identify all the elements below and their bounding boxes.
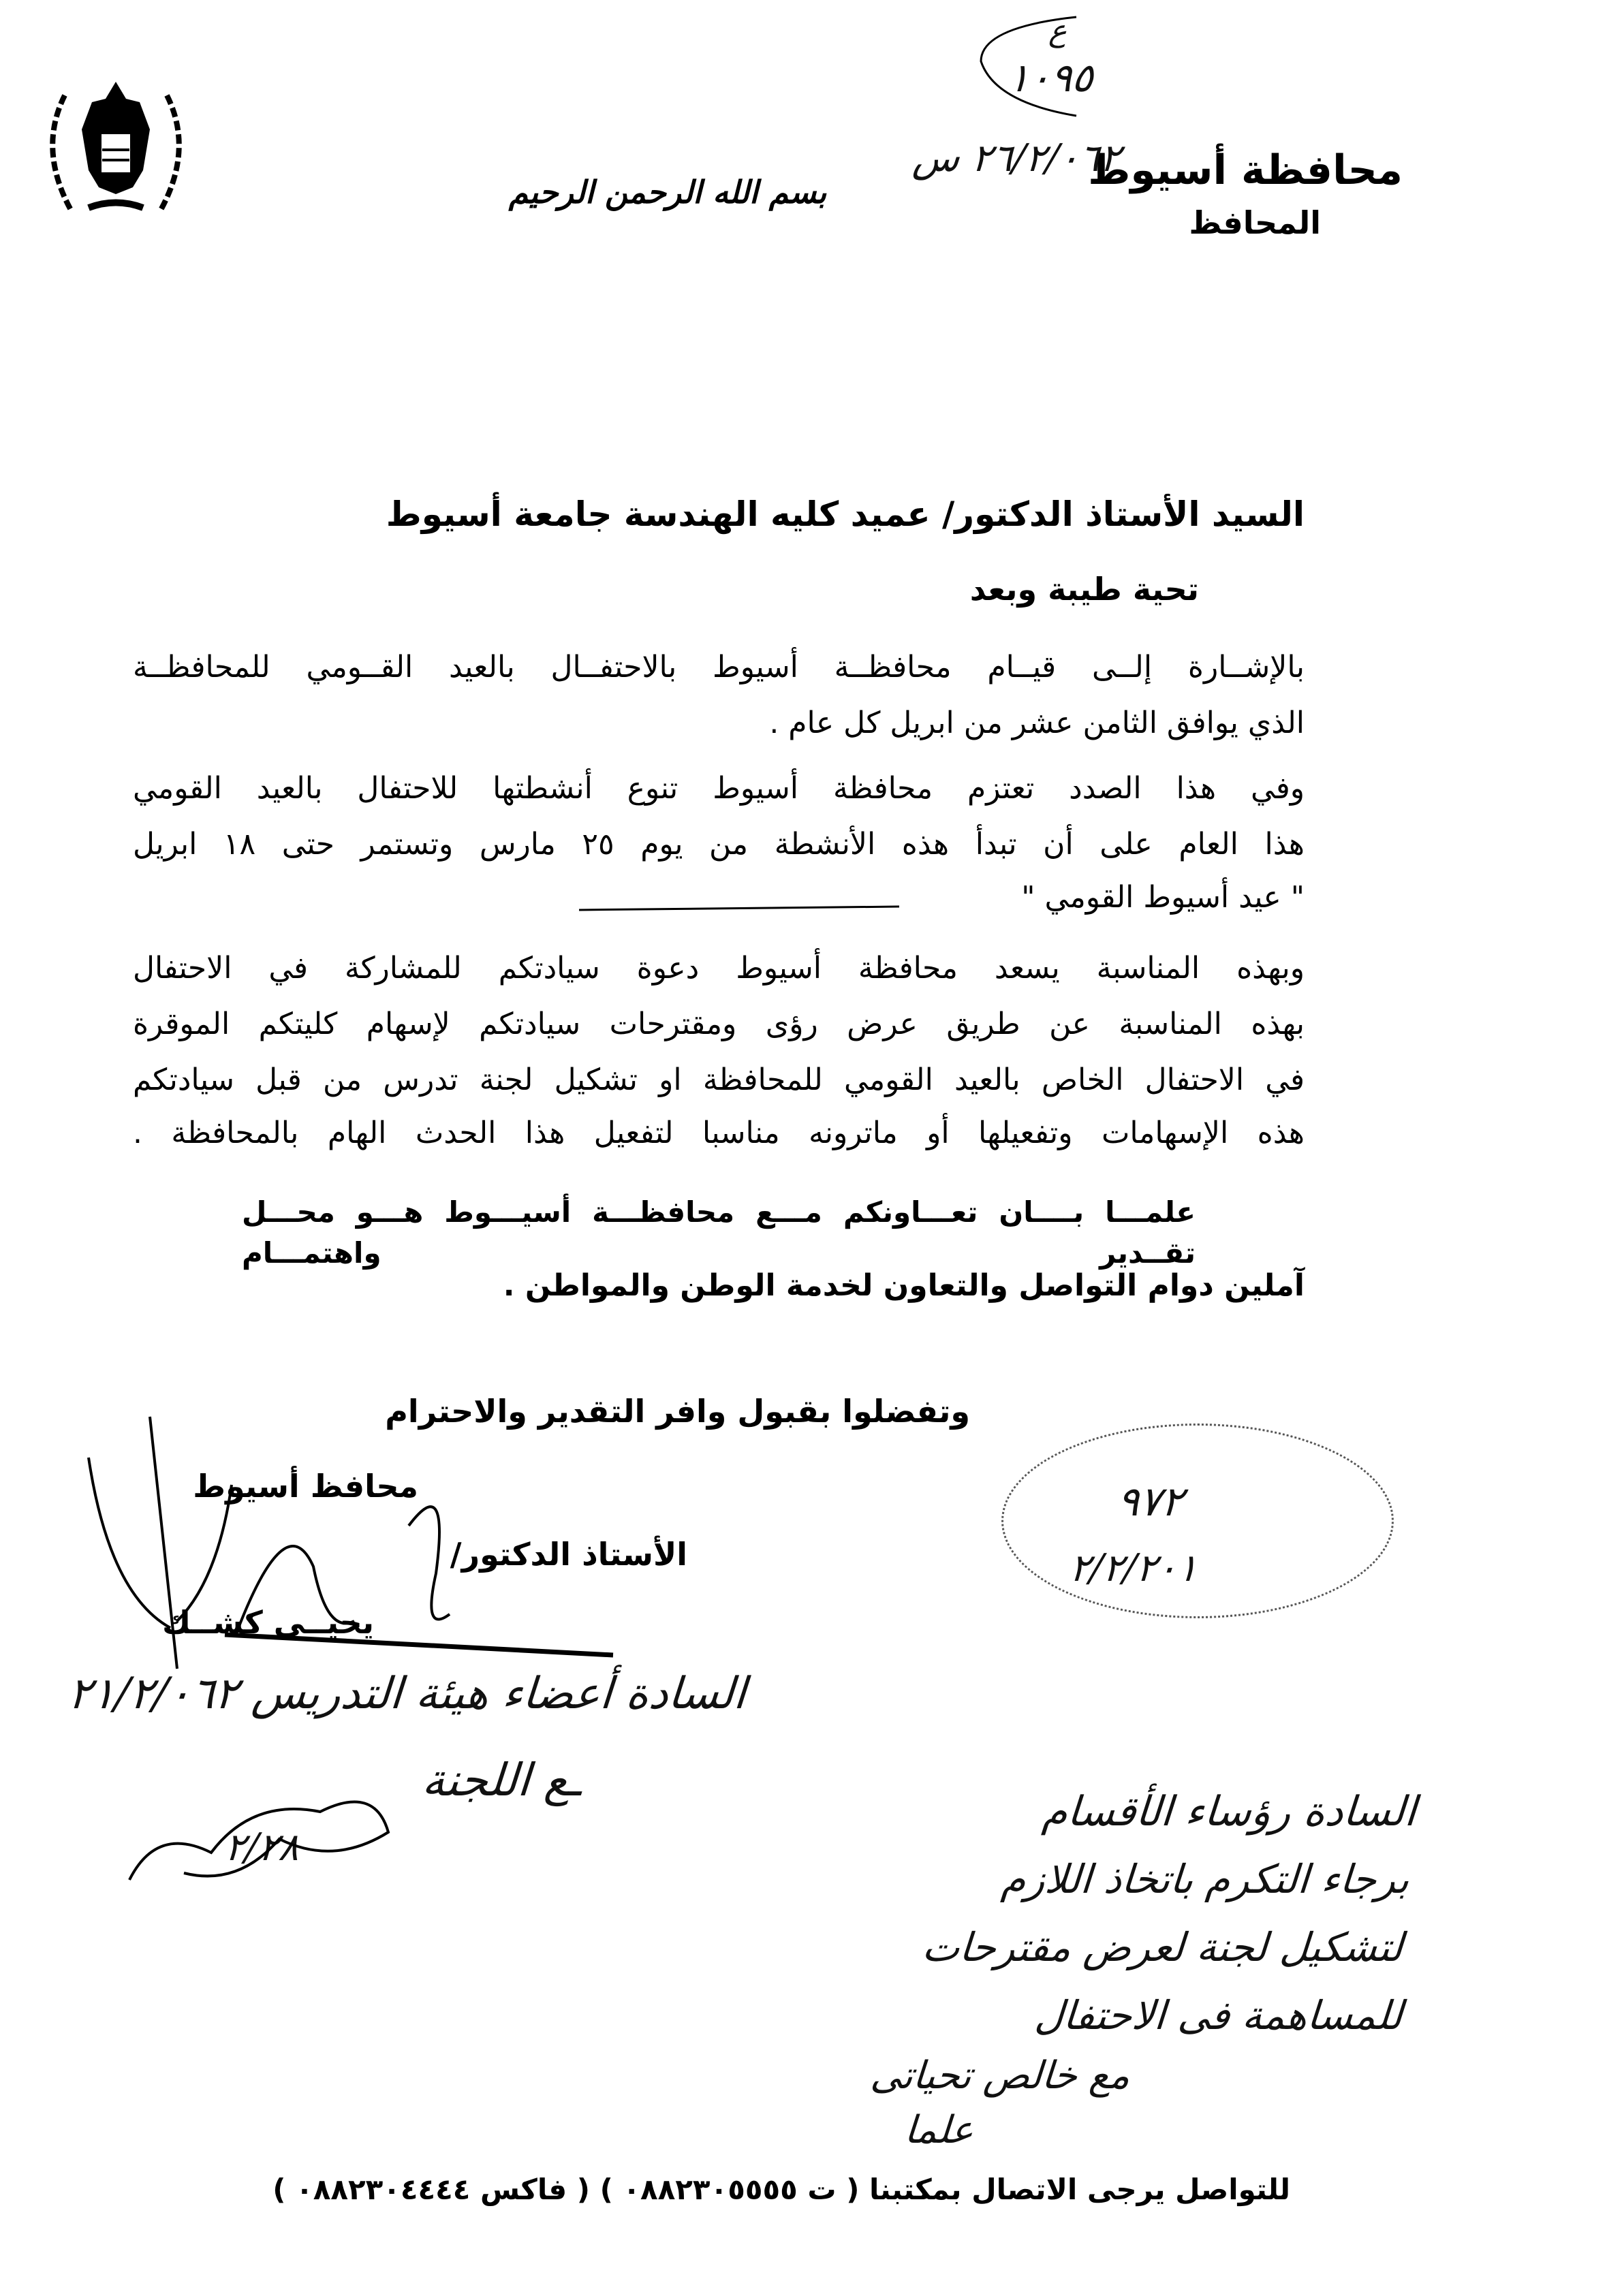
addressee: السيد الأستاذ الدكتور/ عميد كليه الهندسة جامعة أسيوط [386,494,1305,534]
annotation-signature [116,1771,402,1910]
office-title: المحافظ [1189,204,1321,241]
annotation-right-line-2: برجاء التكرم باتخاذ اللازم [999,1856,1411,1902]
signature-scribble [68,1403,681,1678]
closing: وتفضلوا بقبول وافر التقدير والاحترام [385,1393,970,1430]
eagle-emblem-icon [24,68,208,232]
signer-title: محافظ أسيوط [193,1468,418,1505]
annotation-right-line-3: لتشكيل لجنة لعرض مقترحات [920,1924,1405,1970]
footer-contact: للتواصل يرجى الاتصال بمكتبنا ( ت ٠٨٨٢٣٠٥٥٥٥ ) ( فاكس ٠٨٨٢٣٠٤٤٤٤ ) [272,2173,1290,2206]
handwritten-ref-date: ٢٦/٢/٠٦٢ س [911,136,1122,180]
paragraph-1-line-1: بالإشــارة إلــى قيــام محافظــة أسيوط بالاحتفــال بالعيد القــومي للمحافظــة [133,650,1305,685]
receipt-stamp [1001,1424,1394,1618]
annotation-right-line-6: علما [903,2108,976,2152]
paragraph-2-line-3: " عيد أسيوط القومي " [1021,880,1305,915]
handwritten-ref-mark: ع [1048,14,1069,48]
annotation-left-2: ـع اللجنة [420,1754,584,1806]
bold-line-2: آملين دوام التواصل والتعاون لخدمة الوطن والمواطن . [503,1268,1305,1303]
org-name: محافظة أسيوط [1088,146,1403,194]
paragraph-3-line-4: هذه الإسهامات وتفعيلها أو ماترونه مناسبا لتفعيل هذا الحدث الهام بالمحافظة . [133,1116,1305,1150]
signer-name: يحيــى كشــك [161,1604,374,1641]
paragraph-1-line-2: الذي يوافق الثامن عشر من ابريل كل عام . [769,706,1305,740]
paragraph-3-line-3: في الاحتفال الخاص بالعيد القومي للمحافظة او تشكيل لجنة تدرس من قبل سيادتكم [133,1063,1305,1097]
annotation-left-3: ٢/٢٨ [223,1825,301,1870]
greeting: تحية طيبة وبعد [969,571,1199,608]
paragraph-2-line-1: وفي هذا الصدد تعتزم محافظة أسيوط تنوع أنشطتها للاحتفال بالعيد القومي [133,771,1305,806]
handwritten-ref-curve [954,14,1090,125]
annotation-right-line-5: مع خالص تحياتى [869,2054,1132,2098]
paragraph-2-line-2: هذا العام على أن تبدأ هذه الأنشطة من يوم ٢٥ مارس وتستمر حتى ١٨ ابريل [133,827,1305,862]
signer-rank: الأستاذ الدكتور/ [450,1536,687,1573]
annotation-right-line-1: السادة رؤساء الأقسام [1040,1788,1418,1836]
handwritten-ref-number: ١٠٩٥ [1006,54,1095,101]
annotation-left-1: السادة أعضاء هيئة التدريس ٢١/٢/٠٦٢ [66,1669,748,1719]
bold-line-1: علمـــا بــــان تعـــاونكم مـــع محافظـــة أسيـــوط هـــو محـــل تقــدير واهتمـــام [242,1195,1196,1270]
basmala: بسم الله الرحمن الرحيم [508,174,827,210]
annotation-right-line-4: للمساهمة فى الاحتفال [1033,1992,1405,2039]
stamp-date: ٢/٢/٢٠١ [1067,1546,1200,1590]
paragraph-3-line-2: بهذه المناسبة عن طريق عرض رؤى ومقترحات سيادتكم لإسهام كليتكم الموقرة [133,1007,1305,1041]
stamp-number: ٩٧٢ [1115,1478,1185,1526]
paragraph-3-line-1: وبهذه المناسبة يسعد محافظة أسيوط دعوة سيادتكم للمشاركة في الاحتفال [133,951,1305,986]
